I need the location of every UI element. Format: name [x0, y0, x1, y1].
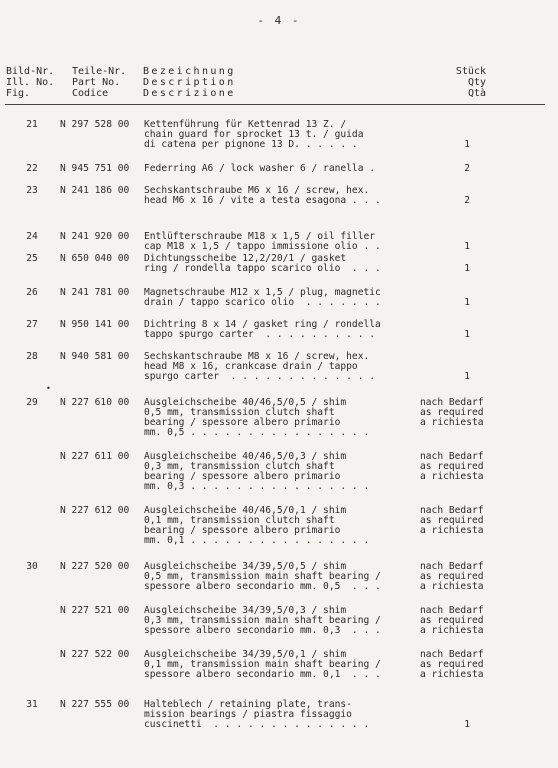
part-description: Halteblech / retaining plate, trans- mission bearings / piastra fissaggio cuscinetti . . . . . . . . . . . . . .	[144, 699, 370, 730]
header-part: Teile-Nr. Part No. Codice	[72, 66, 127, 99]
quantity: 1	[464, 241, 470, 252]
fig-number: 23	[26, 185, 38, 196]
part-number: N 945 751 00	[60, 163, 130, 174]
part-number: N 650 040 00	[60, 253, 130, 264]
header-fig: Bild-Nr. Ill. No. Fig.	[6, 66, 55, 99]
part-description: Ausgleichscheibe 34/39,5/0,1 / shim 0,1 mm, transmission main shaft bearing / spessore albero secondario mm. 0,1 . . .	[144, 649, 381, 680]
part-number: N 227 522 00	[60, 649, 130, 660]
header-desc: Bezeichnung Description Descrizione	[143, 66, 236, 99]
part-number: N 227 612 00	[60, 505, 130, 516]
quantity: 2	[464, 163, 470, 174]
part-number: N 950 141 00	[60, 319, 130, 330]
fig-number: 29	[26, 397, 38, 408]
fig-number: 31	[26, 699, 38, 710]
part-description: Ausgleichscheibe 34/39,5/0,5 / shim 0,5 mm, transmission main shaft bearing / spessore albero secondario mm. 0,5 . . .	[144, 561, 381, 592]
quantity: 1	[464, 329, 470, 340]
part-description: Ausgleichscheibe 40/46,5/0,1 / shim 0,1 mm, transmission clutch shaft bearing / spessore albero primario mm. 0,1 . . . . . . . . . . . . . . . .	[144, 505, 370, 546]
part-number: N 241 781 00	[60, 287, 130, 298]
part-number: N 241 920 00	[60, 231, 130, 242]
part-description: Dichtungsscheibe 12,2/20/1 / gasket ring / rondella tappo scarico olio . . .	[144, 253, 381, 274]
fig-number: 28	[26, 351, 38, 362]
fig-number: 21	[26, 119, 38, 130]
fig-number: 22	[26, 163, 38, 174]
part-number: N 227 555 00	[60, 699, 130, 710]
part-description: Magnetschraube M12 x 1,5 / plug, magnetic drain / tappo scarico olio . . . . . . .	[144, 287, 381, 308]
part-description: Federring A6 / lock washer 6 / ranella .	[144, 163, 376, 174]
header-rule	[5, 104, 545, 105]
part-description: Kettenführung für Kettenrad 13 Z. / chain guard for sprocket 13 t. / guida di catena per pignone 13 D. . . . . .	[144, 119, 364, 150]
quantity: 1	[464, 139, 470, 150]
part-description: Ausgleichscheibe 40/46,5/0,3 / shim 0,3 mm, transmission clutch shaft bearing / spessore albero primario mm. 0,3 . . . . . . . . . . . . . . . .	[144, 451, 370, 492]
part-description: Ausgleichscheibe 34/39,5/0,3 / shim 0,3 mm, transmission main shaft bearing / spessore albero secondario mm. 0,3 . . .	[144, 605, 381, 636]
page-number: - 4 -	[257, 14, 301, 27]
dot-mark: •	[46, 384, 51, 393]
part-number: N 227 611 00	[60, 451, 130, 462]
quantity: nach Bedarf as required a richiesta	[420, 505, 484, 536]
fig-number: 27	[26, 319, 38, 330]
part-description: Entlüfterschraube M18 x 1,5 / oil filler cap M18 x 1,5 / tappo immissione olio . .	[144, 231, 381, 252]
fig-number: 24	[26, 231, 38, 242]
part-description: Sechskantschraube M6 x 16 / screw, hex. head M6 x 16 / vite a testa esagona . . .	[144, 185, 381, 206]
quantity: nach Bedarf as required a richiesta	[420, 561, 484, 592]
part-description: Dichtring 8 x 14 / gasket ring / rondella tappo spurgo carter . . . . . . . . . .	[144, 319, 381, 340]
header-qty: Stück Qty Qtà	[455, 66, 486, 99]
part-number: N 227 521 00	[60, 605, 130, 616]
quantity: 2	[464, 195, 470, 206]
part-number: N 940 581 00	[60, 351, 130, 362]
quantity: 1	[464, 297, 470, 308]
part-number: N 227 610 00	[60, 397, 130, 408]
part-description: Sechskantschraube M8 x 16 / screw, hex. head M8 x 16, crankcase drain / tappo spurgo carter . . . . . . . . . . . . .	[144, 351, 376, 382]
fig-number: 26	[26, 287, 38, 298]
part-number: N 297 528 00	[60, 119, 130, 130]
quantity: nach Bedarf as required a richiesta	[420, 605, 484, 636]
part-description: Ausgleichscheibe 40/46,5/0,5 / shim 0,5 mm, transmission clutch shaft bearing / spessore albero primario mm. 0,5 . . . . . . . . . . . . . . . .	[144, 397, 370, 438]
quantity: 1	[464, 263, 470, 274]
quantity: 1	[464, 371, 470, 382]
quantity: nach Bedarf as required a richiesta	[420, 649, 484, 680]
quantity: nach Bedarf as required a richiesta	[420, 451, 484, 482]
quantity: nach Bedarf as required a richiesta	[420, 397, 484, 428]
fig-number: 25	[26, 253, 38, 264]
part-number: N 227 520 00	[60, 561, 130, 572]
quantity: 1	[464, 719, 470, 730]
part-number: N 241 186 00	[60, 185, 130, 196]
fig-number: 30	[26, 561, 38, 572]
